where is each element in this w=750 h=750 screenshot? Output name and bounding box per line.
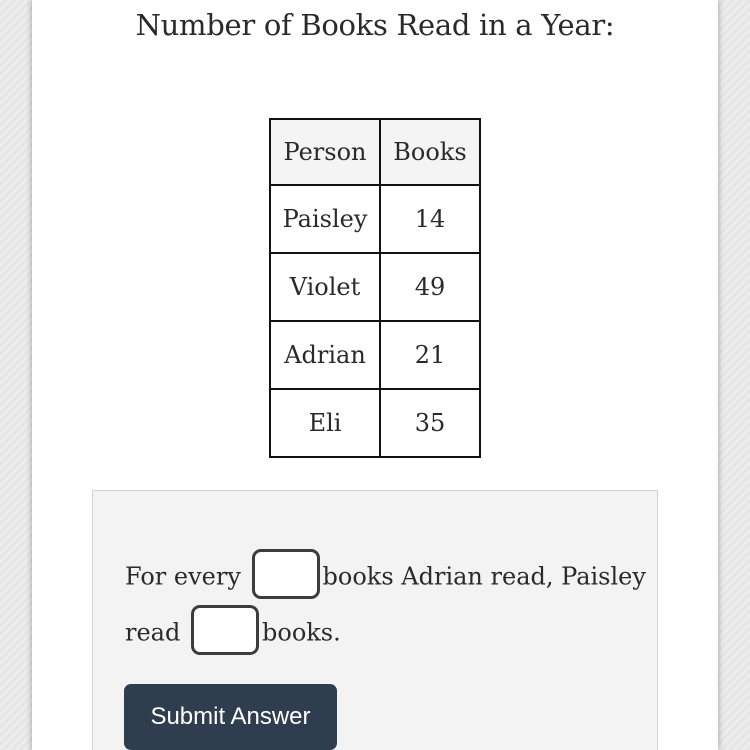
column-header-person: Person <box>270 119 380 185</box>
table-row <box>270 253 480 321</box>
books-cell: 14 <box>380 185 480 253</box>
table-row <box>270 321 480 389</box>
question-line-1 <box>125 553 646 603</box>
books-table <box>269 118 481 458</box>
page-background-right <box>718 0 750 750</box>
person-cell: Violet <box>270 253 380 321</box>
books-cell: 49 <box>380 253 480 321</box>
table-header-row <box>270 119 480 185</box>
question-text-books-adrian: books Adrian read, Paisley <box>322 562 646 591</box>
column-header-books: Books <box>380 119 480 185</box>
table-row <box>270 389 480 457</box>
person-cell: Paisley <box>270 185 380 253</box>
person-cell: Adrian <box>270 321 380 389</box>
question-text-books: books. <box>262 618 341 647</box>
question-text-read: read <box>125 618 181 647</box>
question-text-for-every: For every <box>125 562 241 591</box>
question-line-2 <box>125 609 341 659</box>
books-cell: 35 <box>380 389 480 457</box>
answer-panel <box>92 490 658 750</box>
books-cell: 21 <box>380 321 480 389</box>
answer-input-2[interactable] <box>191 605 259 655</box>
table-row <box>270 185 480 253</box>
person-cell: Eli <box>270 389 380 457</box>
page-background-left <box>0 0 32 750</box>
answer-input-1[interactable] <box>252 549 320 599</box>
page-title: Number of Books Read in a Year: <box>135 8 615 42</box>
question-card <box>32 0 718 750</box>
submit-answer-button[interactable]: Submit Answer <box>124 684 337 750</box>
